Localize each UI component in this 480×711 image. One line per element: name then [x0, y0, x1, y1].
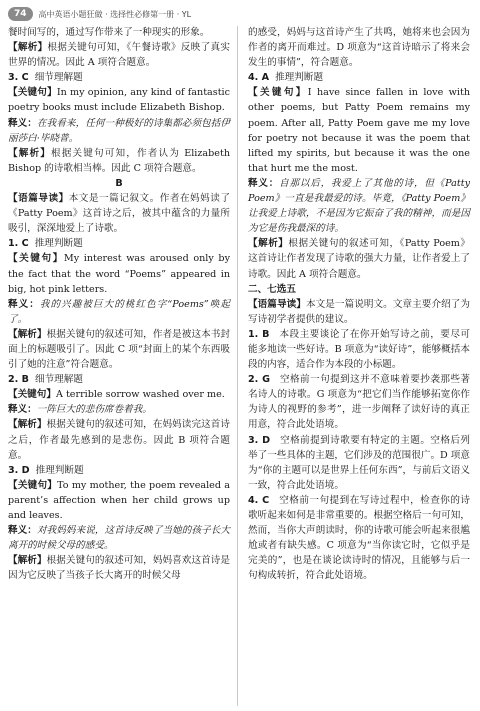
answer-number: 3. D: [248, 434, 271, 446]
paragraph-tag: 【解析】: [8, 328, 47, 340]
note-label: 释义：: [8, 404, 37, 416]
answer-text: 空格前提到诗歌要有特定的主题。空格后列举了一些具体的主题，它们涉及的范围很广。D 项意为“你的主题可以是世界上任何东西”，与前后文语义一致，符合此处语境。: [248, 434, 471, 491]
paragraph-tag: 【解析】: [8, 419, 47, 431]
tagged-paragraph: [8, 251, 230, 296]
question-header: [8, 372, 230, 387]
paragraph-text: To my mother, the poem revealed a parent’s affection when her child grows up and leaves.: [8, 479, 230, 521]
paragraph-tag: 【语篇导读】: [8, 193, 69, 205]
answer-paragraph: [248, 493, 470, 584]
answer-text: 空格前一句提到在写诗过程中，检查你的诗歌听起来如何是非常重要的。根据空格后一句可知，然而，当你大声朗读时，你的诗歌可能会听起来很尴尬或者有缺失感。C 项意为“当你读它时，它似乎是完美的”，也是在谈论读诗时的情况，且能够与后一句构成转折，符合此处语境。: [248, 494, 470, 582]
question-type: 细节理解题: [34, 72, 83, 84]
note-label: 释义：: [248, 177, 280, 189]
tagged-paragraph: [8, 478, 230, 523]
note-text: 在我看来，任何一种极好的诗集都必须包括伊丽莎白·毕晓普。: [8, 117, 231, 144]
tagged-paragraph: [248, 297, 470, 327]
answer-number: 2. G: [248, 374, 270, 386]
tagged-paragraph: [248, 85, 470, 176]
note-label: 释义：: [8, 117, 37, 129]
right-column: [248, 25, 470, 583]
paragraph-tag: 【关键句】: [248, 87, 308, 99]
answer-paragraph: [248, 372, 470, 432]
question-header: [8, 70, 230, 85]
note-text: 我的兴趣被巨大的桃红色字“Poems”唤起了。: [8, 298, 231, 325]
paragraph-text: In my opinion, any kind of fantastic poetry books must include Elizabeth Bishop.: [8, 87, 230, 114]
page-header: [8, 6, 191, 22]
translation-note: [8, 523, 230, 553]
answer-text: 本段主要谈论了在你开始写诗之前，要尽可能多地读一些好诗。B 项意为“读好诗”，能够概括本段的内容，适合作为本段的小标题。: [248, 328, 470, 371]
page-number: 74: [8, 7, 33, 21]
running-title: 高中英语小题狂做 · 选择性必修第一册 · YL: [38, 9, 192, 19]
note-text: 一阵巨大的悲伤席卷着我。: [36, 404, 152, 416]
question-header: [248, 70, 470, 85]
answer-number: 1. B: [248, 328, 270, 340]
tagged-paragraph: [8, 417, 230, 462]
paragraph-text: 根据关键句的叙述可知，作者是被这本书封面上的标题吸引了。因此 C 项“封面上的某个东西吸引了她的注意”符合题意。: [8, 328, 231, 371]
passage-heading: B: [115, 177, 123, 189]
paragraph-text: 根据关键句的叙述可知，《Patty Poem》这首诗让作者发现了诗歌的强大力量，让作者爱上了诗歌。因此 A 项符合题意。: [248, 238, 471, 280]
question-type: 推理判断题: [35, 464, 84, 476]
tagged-paragraph: [8, 327, 230, 372]
question-number: 4. A: [248, 72, 270, 84]
answer-paragraph: [248, 433, 470, 493]
question-header: [8, 236, 230, 251]
tagged-paragraph: [8, 191, 230, 236]
answer-text: 空格前一句提到这并不意味着要抄袭那些著名诗人的诗歌。G 项意为“把它们当作能够拓宽你作为诗人的视野的参考”，进一步阐释了读好诗的真正用意，符合此处语境。: [248, 374, 470, 431]
translation-note: [8, 116, 230, 146]
left-column: [8, 25, 230, 583]
tagged-paragraph: [8, 40, 230, 70]
question-type: 推理判断题: [275, 72, 324, 84]
question-type: 推理判断题: [34, 238, 83, 250]
paragraph-tag: 【解析】: [8, 147, 52, 159]
question-number: 1. C: [8, 238, 29, 250]
tagged-paragraph: [8, 146, 230, 176]
question-header: [8, 463, 230, 478]
paragraph-tag: 【关键句】: [8, 389, 56, 401]
translation-note: [248, 176, 470, 236]
question-number: 3. D: [8, 464, 30, 476]
answer-number: 4. C: [248, 494, 270, 506]
question-number: 2. B: [8, 374, 29, 386]
paragraph-tag: 【解析】: [248, 238, 289, 250]
translation-note: [8, 297, 230, 327]
tagged-paragraph: [248, 236, 470, 281]
paragraph-tag: 【语篇导读】: [248, 298, 306, 310]
note-label: 释义：: [8, 525, 37, 537]
paragraph-text: 根据关键句可知，《午餐诗歌》反映了真实世界的情况。因此 A 项符合题意。: [8, 42, 231, 69]
paragraph-text: 本文是一篇说明文。文章主要介绍了为写诗初学者提供的建议。: [248, 298, 471, 325]
note-label: 释义：: [8, 298, 40, 310]
tagged-paragraph: [8, 553, 230, 583]
paragraph-text: I have since fallen in love with other poems, but Patty Poem remains my poem. After all, Patty Poem gave me my love for poetry not because it was the poem that lifted my spirits, but because it was the one that hurt me the most.: [248, 87, 470, 174]
column-divider: [237, 26, 238, 706]
paragraph-text: My interest was aroused only by the fact that the word “Poems” appeared in big, hot pink letters.: [8, 253, 230, 295]
answer-paragraph: [248, 327, 470, 372]
question-type: 细节理解题: [34, 374, 83, 386]
paragraph-text: 根据关键句的叙述可知，在妈妈读完这首诗之后，作者最先感到的是悲伤。因此 B 项符合题意。: [8, 419, 231, 461]
note-text: 对我妈妈来说，这首诗反映了当她的孩子长大离开的时候父母的感受。: [8, 525, 231, 552]
paragraph-tag: 【解析】: [8, 555, 47, 567]
paragraph-tag: 【关键句】: [8, 253, 64, 265]
paragraph-text: 根据关键句的叙述可知，妈妈喜欢这首诗是因为它反映了当孩子长大离开的时候父母: [8, 555, 231, 582]
body-paragraph: 的感受，妈妈与这首诗产生了共鸣，她将来也会因为作者的离开而难过。D 项意为“这首诗暗示了将来会发生的事情”，符合题意。: [248, 27, 470, 69]
tagged-paragraph: [8, 387, 230, 402]
paragraph-text: 根据关键句可知，作者认为 Elizabeth Bishop 的诗歌相当棒。因此 C 项符合题意。: [8, 147, 231, 174]
paragraph-tag: 【关键句】: [8, 479, 58, 491]
question-number: 3. C: [8, 72, 29, 84]
paragraph-text: A terrible sorrow washed over me.: [55, 389, 225, 401]
tagged-paragraph: [8, 85, 230, 115]
paragraph-tag: 【关键句】: [8, 87, 57, 99]
paragraph-tag: 【解析】: [8, 42, 48, 54]
note-text: 自那以后，我爱上了其他的诗，但《Patty Poem》一直是我最爱的诗。毕竟，《Patty Poem》让我爱上诗歌，不是因为它振奋了我的精神，而是因为它是伤我最深的诗。: [248, 177, 470, 235]
section-heading: 二、七选五: [248, 283, 296, 295]
paragraph-text: 本文是一篇记叙文。作者在妈妈读了《Patty Poem》这首诗之后，被其中蕴含的力量所吸引，深深地爱上了诗歌。: [8, 193, 230, 235]
translation-note: [8, 402, 230, 417]
body-paragraph: 餐时间写的，通过写作带来了一种现实的形象。: [8, 27, 210, 38]
